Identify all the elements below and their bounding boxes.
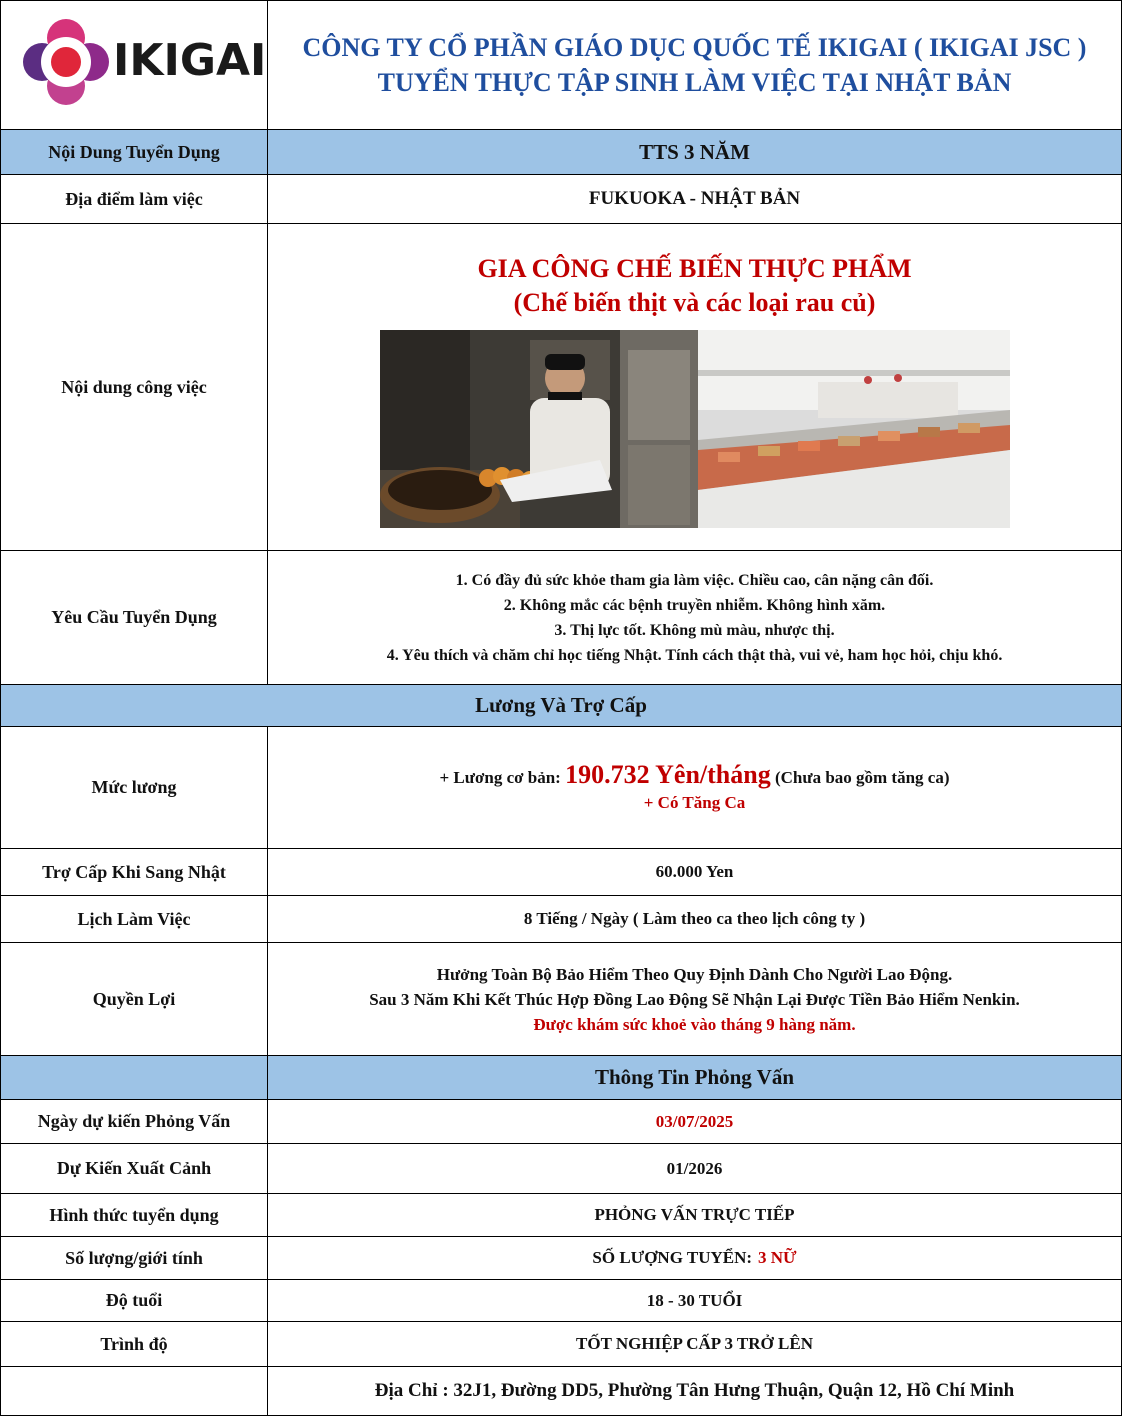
departure-value: 01/2026 [666, 1158, 723, 1178]
job-label: Nội dung công việc [1, 224, 268, 550]
row-interview-date [1, 1099, 1121, 1143]
job-photos [380, 330, 1010, 528]
logo-cell [1, 1, 268, 129]
row-benefits [1, 942, 1121, 1055]
benefits-label: Quyền Lợi [1, 943, 268, 1055]
recruitment-headline: TUYỂN THỰC TẬP SINH LÀM VIỆC TẠI NHẬT BẢN [377, 68, 1012, 97]
row-footer [1, 1366, 1121, 1415]
deli-counter-photo [698, 330, 1010, 528]
company-header [268, 1, 1121, 129]
row-location [1, 174, 1121, 223]
location-label: Địa điểm làm việc [1, 175, 268, 223]
job-subtitle: (Chế biến thịt và các loại rau củ) [513, 288, 876, 317]
benefits-content [268, 943, 1121, 1055]
education-label: Trình độ [1, 1322, 268, 1366]
row-form [1, 1193, 1121, 1236]
recruitment-label: Nội Dung Tuyển Dụng [1, 130, 268, 174]
interview-date-value: 03/07/2025 [655, 1111, 734, 1131]
schedule-label: Lịch Làm Việc [1, 896, 268, 942]
job-title: GIA CÔNG CHẾ BIẾN THỰC PHẨM [477, 254, 912, 283]
row-job [1, 223, 1121, 550]
row-interview-section [1, 1055, 1121, 1099]
kitchen-photo [380, 330, 698, 528]
footer-spacer [1, 1367, 268, 1415]
education-value: TỐT NGHIỆP CẤP 3 TRỞ LÊN [576, 1334, 813, 1353]
row-salary [1, 726, 1121, 848]
quantity-value: 3 NỮ [758, 1248, 797, 1267]
requirement-item: 4. Yêu thích và chăm chỉ học tiếng Nhật. Tính cách thật thà, vui vẻ, ham học hỏi, chịu khó. [386, 646, 1003, 664]
salary-label: Mức lương [1, 727, 268, 848]
logo-wordmark: IKIGAI [113, 35, 267, 86]
row-education [1, 1321, 1121, 1366]
interview-section-spacer [1, 1056, 268, 1099]
row-salary-section [1, 684, 1121, 726]
quantity-label: Số lượng/giới tính [1, 1237, 268, 1279]
row-departure [1, 1143, 1121, 1193]
location-value: FUKUOKA - NHẬT BẢN [588, 188, 801, 209]
salary-section-title: Lương Và Trợ Cấp [475, 693, 647, 717]
ikigai-logo-icon [23, 19, 109, 105]
benefit-item: Hưởng Toàn Bộ Bảo Hiểm Theo Quy Định Dành Cho Người Lao Động. [436, 964, 953, 984]
interview-section-title: Thông Tin Phỏng Vấn [268, 1056, 1121, 1099]
quantity-content [268, 1237, 1121, 1279]
row-schedule [1, 895, 1121, 942]
salary-amount: 190.732 Yên/tháng [565, 760, 771, 789]
requirement-item: 1. Có đầy đủ sức khỏe tham gia làm việc. Chiều cao, cân nặng cân đối. [455, 571, 934, 589]
age-value: 18 - 30 TUỔI [646, 1290, 743, 1310]
footer-address: Địa Chỉ : 32J1, Đường DD5, Phường Tân Hưng Thuận, Quận 12, Hồ Chí Minh [374, 1380, 1015, 1401]
requirements-label: Yêu Cầu Tuyển Dụng [1, 551, 268, 684]
interview-date-label: Ngày dự kiến Phỏng Vấn [1, 1100, 268, 1143]
allowance-value: 60.000 Yen [655, 862, 734, 881]
job-content [268, 224, 1121, 550]
row-requirements [1, 550, 1121, 684]
recruitment-value: TTS 3 NĂM [639, 139, 750, 164]
form-value: PHỎNG VẤN TRỰC TIẾP [594, 1205, 795, 1224]
form-label: Hình thức tuyển dụng [1, 1194, 268, 1236]
salary-content [268, 727, 1121, 848]
requirement-item: 3. Thị lực tốt. Không mù màu, nhược thị. [554, 621, 835, 639]
row-age [1, 1279, 1121, 1321]
row-quantity [1, 1236, 1121, 1279]
requirements-list [268, 551, 1121, 684]
salary-note: (Chưa bao gồm tăng ca) [774, 768, 950, 787]
company-name: CÔNG TY CỔ PHẦN GIÁO DỤC QUỐC TẾ IKIGAI ( IKIGAI JSC ) [302, 33, 1087, 62]
row-allowance [1, 848, 1121, 895]
departure-label: Dự Kiến Xuất Cảnh [1, 1144, 268, 1193]
quantity-prefix: SỐ LƯỢNG TUYỂN: [592, 1248, 753, 1267]
requirement-item: 2. Không mắc các bệnh truyền nhiễm. Không hình xăm. [503, 596, 886, 614]
salary-prefix: + Lương cơ bản: [439, 768, 561, 787]
benefit-item: Sau 3 Năm Khi Kết Thúc Hợp Đồng Lao Động Sẽ Nhận Lại Được Tiền Bảo Hiểm Nenkin. [369, 989, 1020, 1009]
schedule-value: 8 Tiếng / Ngày ( Làm theo ca theo lịch công ty ) [523, 909, 866, 928]
salary-line [439, 760, 949, 790]
salary-overtime: + Có Tăng Ca [643, 793, 746, 812]
row-recruitment [1, 129, 1121, 174]
allowance-label: Trợ Cấp Khi Sang Nhật [1, 849, 268, 895]
age-label: Độ tuổi [1, 1280, 268, 1321]
benefit-item: Được khám sức khoẻ vào tháng 9 hàng năm. [533, 1014, 856, 1034]
